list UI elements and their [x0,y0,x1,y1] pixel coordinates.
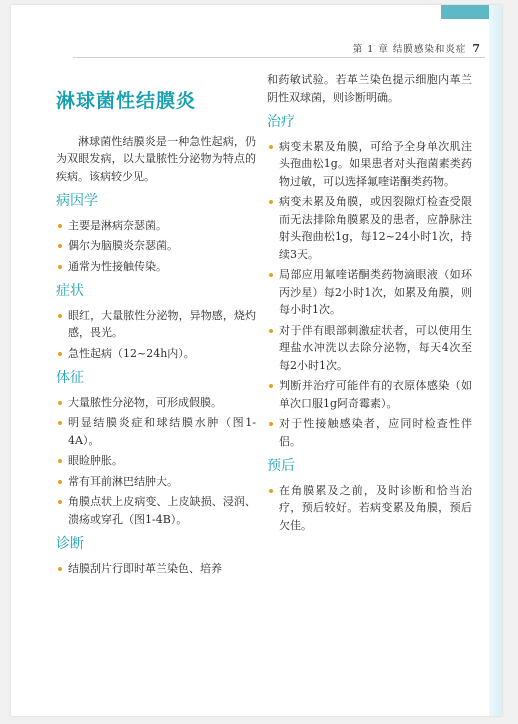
list-item: 急性起病（12~24h内）。 [56,345,256,363]
treatment-list [267,138,472,451]
list-item: 对于性接触感染者，应同时检查性伴侣。 [267,415,472,450]
list-item: 病变未累及角膜，可给予全身单次肌注头孢曲松1g。如果患者对头孢菌素类药物过敏，可以选择氟喹诺酮类药物。 [267,138,472,191]
list-item: 眼红，大量脓性分泌物，异物感，烧灼感，畏光。 [56,307,256,342]
list-item: 对于伴有眼部刺激症状者，可以使用生理盐水冲洗以去除分泌物，每天4次至每2小时1次。 [267,322,472,375]
section-heading-treatment: 治疗 [267,114,295,130]
running-header [301,41,481,55]
chapter-title: 第 1 章 结膜感染和炎症 [352,44,467,55]
list-item: 主要是淋病奈瑟菌。 [56,217,256,235]
left-column [56,85,256,581]
right-column [267,71,472,538]
list-item: 病变未累及角膜，或因裂隙灯检查受限而无法排除角膜累及的患者，应静脉注射头孢曲松1g，每12~24小时1次，持续3天。 [267,193,472,263]
header-rule [73,57,485,58]
diagnosis-list [56,560,256,578]
section-heading-prognosis: 预后 [267,458,295,474]
page-number: 7 [472,42,481,55]
list-item: 明显结膜炎症和球结膜水肿（图1-4A）。 [56,414,256,449]
list-item: 大量脓性分泌物，可形成假膜。 [56,394,256,412]
list-item: 通常为性接触传染。 [56,258,256,276]
intro-paragraph: 淋球菌性结膜炎是一种急性起病，仍为双眼发病，以大量脓性分泌物为特点的疾病。该病较少见。 [56,134,256,183]
list-item: 偶尔为脑膜炎奈瑟菌。 [56,237,256,255]
etiology-list [56,217,256,276]
list-item: 局部应用氟喹诺酮类药物滴眼液（如环丙沙星）每2小时1次，如累及角膜，则每小时1次。 [267,266,472,319]
list-item: 常有耳前淋巴结肿大。 [56,473,256,491]
list-item: 眼睑肿胀。 [56,452,256,470]
chapter-tab [441,5,491,19]
section-heading-diagnosis: 诊断 [56,536,84,552]
section-heading-etiology: 病因学 [56,193,98,209]
prognosis-list [267,482,472,535]
list-item: 判断并治疗可能伴有的衣原体感染（如单次口服1g阿奇霉素）。 [267,377,472,412]
list-item: 在角膜累及之前，及时诊断和恰当治疗，预后较好。若病变累及角膜，预后欠佳。 [267,482,472,535]
article-title: 淋球菌性结膜炎 [56,90,197,112]
book-page [11,5,502,716]
symptoms-list [56,307,256,363]
continued-paragraph: 和药敏试验。若革兰染色提示细胞内革兰阴性双球菌，则诊断明确。 [267,73,472,104]
section-heading-signs: 体征 [56,370,84,386]
list-item: 结膜刮片行即时革兰染色、培养 [56,560,256,578]
list-item: 角膜点状上皮病变、上皮缺损、浸润、溃疡或穿孔（图1-4B）。 [56,493,256,528]
page-edge-band [489,5,502,716]
section-heading-symptoms: 症状 [56,283,84,299]
signs-list [56,394,256,529]
